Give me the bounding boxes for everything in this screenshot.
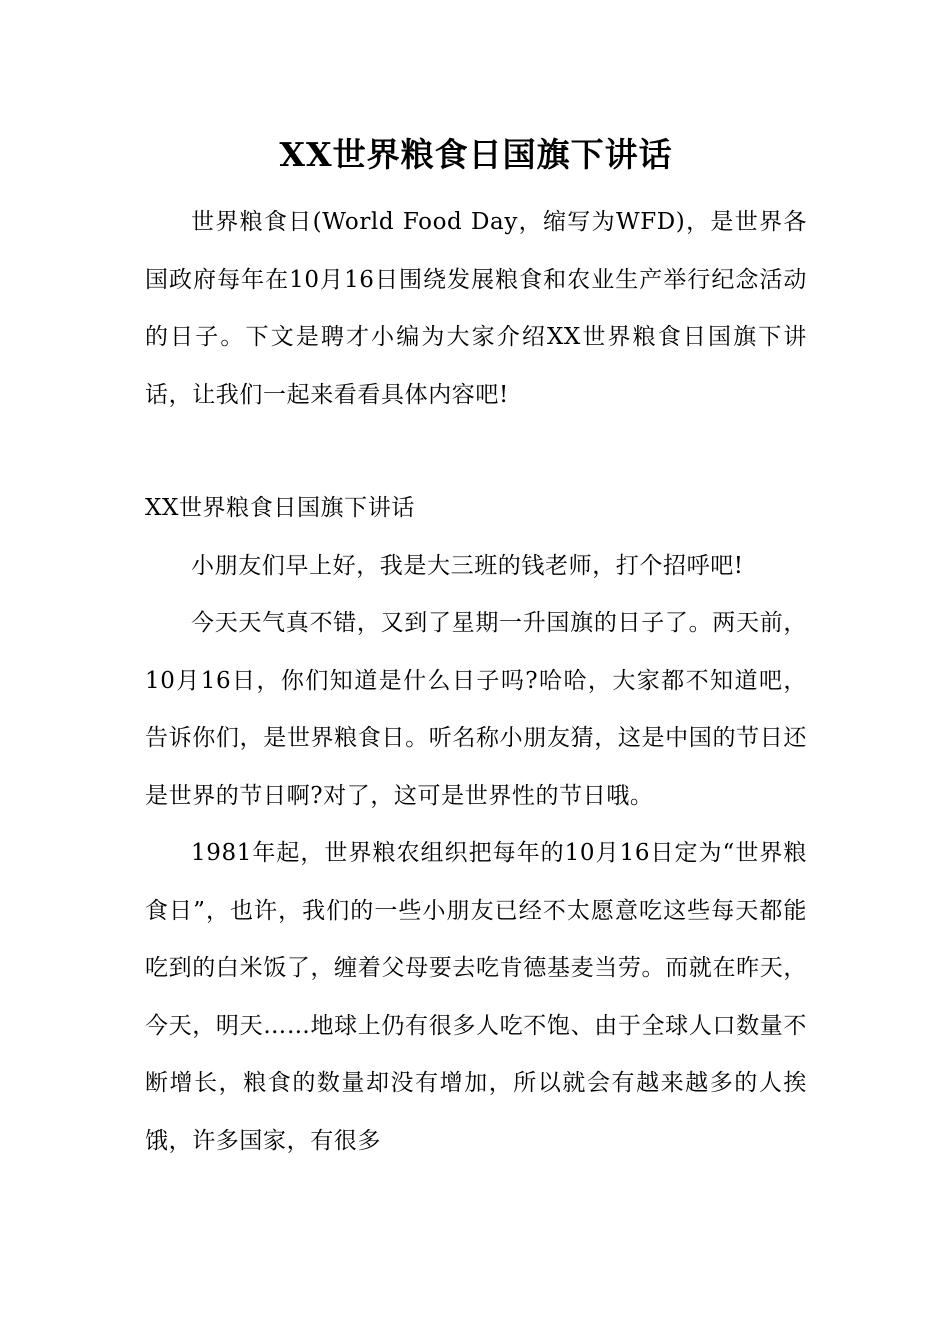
- section-gap: [145, 424, 807, 480]
- document-title: XX世界粮食日国旗下讲话: [279, 135, 673, 174]
- body-paragraph-weather: 今天天气真不错，又到了星期一升国旗的日子了。两天前，10月16日，你们知道是什么日子吗?哈哈，大家都不知道吧，告诉你们，是世界粮食日。听名称小朋友猜，这是中国的节日还是世界的节日啊?对了，这可是世界性的节日哦。: [145, 610, 807, 809]
- document-body: [145, 128, 807, 1170]
- body-paragraph-greeting: 小朋友们早上好，我是大三班的钱老师，打个招呼吧!: [191, 552, 744, 579]
- intro-paragraph: 世界粮食日(World Food Day，缩写为WFD)，是世界各国政府每年在10月16日围绕发展粮食和农业生产举行纪念活动的日子。下文是聘才小编为大家介绍XX世界粮食日国旗下讲话，让我们一起来看看具体内容吧!: [145, 209, 807, 408]
- section-heading: XX世界粮食日国旗下讲话: [145, 495, 415, 521]
- body-paragraph-history: 1981年起，世界粮农组织把每年的10月16日定为“世界粮食日”，也许，我们的一些小朋友已经不太愿意吃这些每天都能吃到的白米饭了，缠着父母要去吃肯德基麦当劳。而就在昨天，今天，明天……地球上仍有很多人吃不饱、由于全球人口数量不断增长，粮食的数量却没有增加，所以就会有越来越多的人挨饿，许多国家，有很多: [145, 840, 807, 1154]
